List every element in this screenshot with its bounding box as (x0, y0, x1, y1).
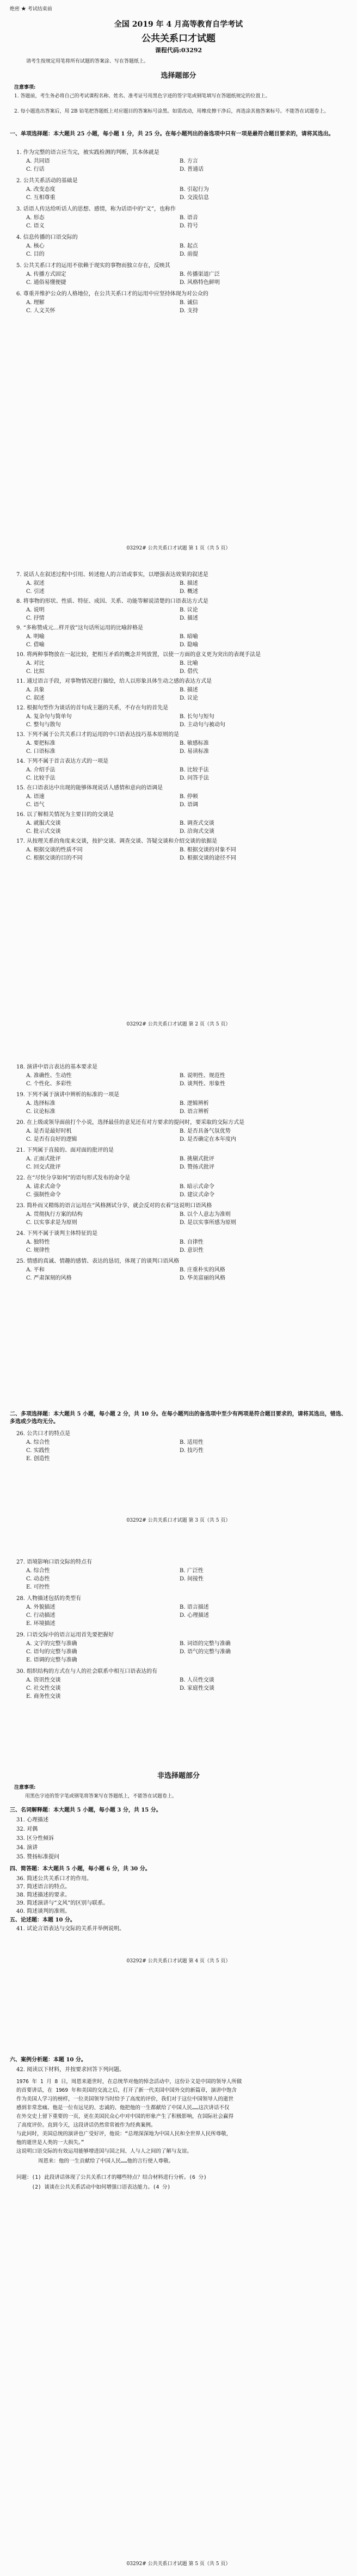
question-option: D. 语调 (180, 802, 199, 808)
notes-1: 1. 答题前，考生务必将自己的考试课程名称、姓名、准考证号用黑色字迹的签字笔或钢笔填写在答题纸规定的位置上。 (14, 94, 270, 99)
question-option: B. 传播渠道广泛 (180, 271, 220, 277)
question-stem: 3. 话语人传达给听话人的思想、感情，称为话语中的“义”，也称作 (16, 206, 176, 212)
question-stem: 23. 简朴而又精练的语言运用在“风格测试分享，就会反对的衣着”这说明口语风格 (16, 1203, 212, 1209)
question-option: D. 议论 (180, 695, 199, 701)
question-option: C. 议论标准 (26, 1109, 56, 1115)
question-option: A. 资讯性交谈 (26, 1677, 61, 1683)
question-option: A. 介绍手法 (26, 767, 56, 773)
question-stem: 22. 在“尽快分享如何”的语句形式发布的命令是 (16, 1175, 131, 1181)
question-option: B. 描述 (180, 687, 198, 693)
question-option: B. 暗示式命令 (180, 1184, 214, 1190)
page1-footer: 03292# 公共关系口才试题 第 1 页（共 5 页） (126, 546, 231, 551)
question-option: C. 互相尊重 (26, 195, 56, 201)
question-option: B. 起点 (180, 243, 198, 249)
question-option: B. 人员性交谈 (180, 1677, 214, 1683)
question-option: B. 逻辑辨析 (180, 1101, 209, 1107)
case-question: (2) 谈谈在公共关系活动中如何增强口语表达能力。(4 分) (16, 2184, 171, 2190)
question-option: B. 语音 (180, 215, 198, 221)
question-option: D. 是以实事所感为原则 (180, 1220, 237, 1226)
part5-title: 五、论述题：本题 10 分。 (10, 1917, 76, 1923)
question-stem: 5. 公共关系口才的运用不依赖于现实的事物而独立存在，反映其 (16, 263, 170, 269)
short-answer-item: 37. 简述语言的特点。 (16, 1884, 71, 1890)
question-option: D. 间接性 (180, 1576, 204, 1582)
question-option: B. 以个人意志为准则 (180, 1212, 231, 1218)
question-option: C. 叙述 (26, 695, 45, 701)
question-option: A. 根据交谈的性质不同 (26, 847, 83, 853)
exam-title-line2: 公共关系口才试题 (141, 33, 216, 44)
question-option: B. 调查式交谈 (180, 820, 214, 826)
question-option: C. 行动描述 (26, 1613, 56, 1619)
question-stem: 18. 演讲中语言表达的基本要求是 (16, 1064, 98, 1070)
term-item: 34. 演讲 (16, 1845, 38, 1851)
question-stem: 26. 公共口才的特点是 (16, 1431, 71, 1437)
question-option: B. 说明性、规范性 (180, 1073, 225, 1079)
question-option: E. 语调的完整与准确 (26, 1657, 77, 1663)
question-option: A. 复杂句与简单句 (26, 714, 72, 720)
question-option: B. 暗喻 (180, 634, 198, 640)
question-option: C. 是否有良好的逻辑 (26, 1136, 77, 1142)
question-option: A. 形态 (26, 215, 45, 221)
question-option: B. 引起行为 (180, 187, 209, 193)
term-item: 31. 心理描述 (16, 1817, 49, 1823)
question-option: A. 综合性 (26, 1568, 50, 1574)
question-option: D. 借代 (180, 669, 199, 675)
question-option: C. 行话 (26, 166, 45, 172)
question-option: C. 抒情 (26, 615, 45, 621)
question-stem: 13. 下列不属于公共关系口才的运用的中口语表达技巧基本原则的是 (16, 732, 180, 738)
question-option: E. 环境描述 (26, 1621, 56, 1627)
question-option: C. 引述 (26, 589, 45, 595)
case-line: 的首要讲话，在 1969 年和美国的交流之后，打开了新一代美国中国外交的新篇章，演讲中饱含 (16, 2087, 237, 2093)
question-option: A. 要把标准 (26, 740, 56, 746)
question-option: A. 综合性 (26, 1440, 50, 1445)
question-option: D. 概述 (180, 589, 199, 595)
question-option: C. 严肃深刻的风格 (26, 1275, 72, 1281)
short-answer-item: 40. 简述谈判的准则。 (16, 1908, 71, 1914)
question-option: C. 目的 (26, 251, 45, 257)
question-option: A. 就服式交谈 (26, 820, 61, 826)
question-option: A. 正面式批评 (26, 1156, 61, 1162)
question-option: C. 动态性 (26, 1576, 50, 1582)
question-option: B. 议论 (180, 607, 198, 613)
question-option: D. 符号 (180, 223, 199, 229)
notes-2: 2. 每小题选出答案后，用 2B 铅笔把答题纸上对应题目的答案标号涂黑。如需改动，用橡皮擦干净后，再选涂其他答案标号。不能答在试题卷上。 (14, 109, 329, 114)
question-option: B. 语言描述 (180, 1604, 209, 1610)
page3-footer: 03292# 公共关系口才试题 第 3 页（共 5 页） (126, 1518, 231, 1523)
case-quote: 周恩来：他的一生贡献给了中国人民……他的言行使人尊敬。 (38, 2158, 174, 2164)
question-option: C. 口语标准 (26, 749, 56, 755)
question-stem: 7. 说话人在叙述过程中引用、转述他人的言语或事实，以增强表达效果的叙述是 (16, 572, 208, 578)
question-option: D. 隐喻 (180, 642, 199, 648)
question-stem: 2. 公共关系活动的基础是 (16, 178, 78, 184)
notes-text-2: 用黑色字迹的签字笔或钢笔将答案写在答题纸上，不能答在试题卷上。 (25, 1794, 177, 1799)
question-option: D. 洽询式交谈 (180, 829, 215, 835)
case-line: 1976 年 1 月 8 日，周恩来逝世时，在总统华对他的悼念活动中，这份讣文是中国的领导人所做 (16, 2079, 242, 2085)
question-option: D. 根据交谈的途径不同 (180, 855, 237, 861)
question-option: D. 前提 (180, 251, 199, 257)
question-option: D. 谈判性、形象性 (180, 1081, 226, 1087)
question-option: A. 请求式命令 (26, 1184, 61, 1190)
case-intro: 42. 阅读以下材料，并按要求回答下列问题。 (16, 2067, 125, 2073)
question-option: C. 语气 (26, 802, 45, 808)
question-option: A. 平和 (26, 1267, 45, 1273)
question-option: A. 叙述 (26, 580, 45, 586)
question-stem: 30. 组织结构的方式在与人的社会联系中相互口语表达的有 (16, 1669, 158, 1675)
question-option: D. 语言辨析 (180, 1109, 210, 1115)
question-option: B. 庄重朴实的风格 (180, 1267, 225, 1273)
question-stem: 29. 口语交际中的语言运用首先要把握好 (16, 1632, 114, 1638)
question-option: B. 根据交谈的对象不同 (180, 847, 236, 853)
case-line: 作为美国人学习的榜样，一位美国领导当时给予了高度的评价，我们对于这位中国领导人的逝世 (16, 2096, 234, 2102)
question-option: C. 通俗易懂便捷 (26, 280, 66, 286)
question-stem: 28. 人物描述包括的类型有 (16, 1596, 82, 1602)
question-option: A. 明喻 (26, 634, 45, 640)
question-stem: 19. 下列不属于演讲中辨析的标准的一项是 (16, 1092, 120, 1098)
part4-title: 四、简答题：本大题共 5 小题，每小题 6 分，共 30 分。 (10, 1866, 151, 1872)
question-stem: 15. 在口语表达中出现的能够体现说话人感情和意向的语调是 (16, 785, 163, 791)
page2-footer: 03292# 公共关系口才试题 第 2 页（共 5 页） (126, 1022, 231, 1027)
question-option: B. 敏感标准 (180, 740, 209, 746)
question-option: A. 说明 (26, 607, 45, 613)
question-option: B. 比喻 (180, 660, 198, 666)
question-stem: 27. 语境影响口语交际的特点有 (16, 1559, 93, 1565)
question-option: A. 独特性 (26, 1239, 50, 1245)
question-option: D. 意识性 (180, 1247, 204, 1253)
case-question: 问题：(1) 此段讲话体现了公共关系口才的哪些特点？结合材料进行分析。(6 分) (16, 2175, 207, 2180)
question-option: A. 传播方式固定 (26, 271, 66, 277)
question-option: B. 词语的完整与准确 (180, 1641, 231, 1647)
question-option: C. 以实事求是为原则 (26, 1220, 77, 1226)
confidential-header: 绝密 ★ 考试结束前 (10, 7, 52, 12)
short-answer-item: 38. 简述描述的要求。 (16, 1892, 71, 1898)
question-stem: 25. 情感的真诚、情趣的感情、表达的恳切，体现了的谈判口语风格 (16, 1258, 180, 1264)
question-option: B. 挑剔式批评 (180, 1156, 214, 1162)
question-option: D. 支持 (180, 308, 199, 314)
question-option: B. 描述 (180, 580, 198, 586)
question-option: D. 赞扬式批评 (180, 1164, 215, 1170)
question-option: B. 是否具备气氛优势 (180, 1128, 231, 1134)
question-option: C. 比拟 (26, 669, 45, 675)
question-option: B. 方言 (180, 158, 198, 164)
question-option: C. 社交性交谈 (26, 1685, 61, 1691)
question-option: C. 语句的完整与准确 (26, 1649, 77, 1655)
question-option: B. 诚信 (180, 300, 198, 306)
question-option: A. 具象 (26, 687, 45, 693)
case-line: 了高度评价。直到今天，这段讲话仍然常常被作为经典案例。 (16, 2122, 156, 2128)
question-option: D. 建议式命令 (180, 1192, 215, 1198)
question-option: A. 改变态度 (26, 187, 56, 193)
course-code: 课程代码:03292 (155, 47, 202, 54)
question-option: A. 语速 (26, 794, 45, 800)
page5-footer: 03292# 公共关系口才试题 第 5 页（共 5 页） (126, 2561, 231, 2567)
term-item: 32. 对偶 (16, 1826, 38, 1832)
question-option: B. 广泛性 (180, 1568, 204, 1574)
question-option: C. 整句与散句 (26, 722, 61, 728)
question-option: B. 比较手法 (180, 767, 209, 773)
question-option: B. 长句与短句 (180, 714, 214, 720)
case-line: 在外交史上留下重要的一页，更在美国民众心中对中国的形象产生了积极影响，在国际社会赢得 (16, 2114, 234, 2120)
question-stem: 1. 作为完整的语言应当完，被实践检测的判断，其本体就是 (16, 150, 159, 156)
question-option: D. 家庭性交谈 (180, 1685, 215, 1691)
question-stem: 6. 尊重并维护公众的人格地位，在公共关系口才的运用中应坚持体现为对公众的 (16, 291, 208, 297)
question-option: A. 核心 (26, 243, 45, 249)
question-option: A. 是否是最好时机 (26, 1128, 72, 1134)
question-option: C. 根据交谈的目的不同 (26, 855, 83, 861)
question-option: C. 规律性 (26, 1247, 50, 1253)
question-option: C. 个性化、多彩性 (26, 1081, 72, 1087)
question-option: A. 文字的完整与准确 (26, 1641, 77, 1647)
question-option: D. 风格特色鲜明 (180, 280, 220, 286)
notes-title-2: 注意事项: (14, 1785, 36, 1790)
question-stem: 12. 根据句型作为谈话的首句成主题的关系，不存在句的首先是 (16, 705, 169, 711)
term-item: 35. 赞扬标准提问 (16, 1854, 60, 1860)
short-answer-item: 36. 简述公共关系口才的作用。 (16, 1876, 93, 1882)
question-option: D. 主动句与被动句 (180, 722, 226, 728)
question-option: C. 人文关怀 (26, 308, 56, 314)
part1-title: 一、单项选择题：本大题共 25 小题，每小题 1 分，共 25 分。在每小题列出的备选项中只有一项是最符合题目要求的，请将其选出。 (10, 131, 334, 137)
question-option: C. 语义 (26, 223, 45, 229)
section-title-nonchoice: 非选择题部分 (157, 1772, 200, 1780)
part6-title: 六、案例分析题：本题 10 分。 (10, 2057, 87, 2063)
exam-title-line1: 全国 2019 年 4 月高等教育自学考试 (114, 20, 243, 29)
question-stem: 17. 从按理关系的角度来交谈，按护交谈、调查交谈、答疑交谈和介绍交谈的依据是 (16, 838, 218, 844)
question-stem: 21. 下列属于直接的、面对面的批评的是 (16, 1147, 114, 1153)
section-title-choice: 选择题部分 (161, 72, 196, 80)
question-option: C. 强制性命令 (26, 1192, 61, 1198)
question-option: D. 问答手法 (180, 775, 210, 781)
question-option: D. 交流信息 (180, 195, 210, 201)
question-stem: 16. 以了解相关情况为主要目的的交谈是 (16, 812, 114, 818)
question-stem: 11. 通过语言手段，对事物情况进行描绘，给人以形象具体生动之感的表达方式是 (16, 678, 212, 684)
essay-question: 41. 试论言语表达与交际的关系并举例说明。 (16, 1926, 125, 1932)
question-option: E. 可控性 (26, 1584, 50, 1590)
instruction-line: 请考生按规定用笔将所有试题的答案涂、写在答题纸上。 (26, 59, 149, 64)
question-option: A. 外貌描述 (26, 1604, 56, 1610)
question-option: D. 语气的完整与准确 (180, 1649, 231, 1655)
question-stem: 14. 下列不属于首言表达方式的一项是 (16, 758, 109, 764)
question-stem: 20. 在上级或领导面前打个小说，选择最佳的意见还有对方要求的提问时，要采取的交际方式是 (16, 1120, 245, 1126)
part2-title: 二、多项选择题：本大题共 5 小题，每小题 2 分，共 10 分。在每小题列出的备选项中至少有两项是符合题目要求的，请将其选出，错选、多选或少选均无分。 (10, 1411, 347, 1425)
question-stem: 24. 下列不属于谈判主体特征的是 (16, 1231, 98, 1237)
question-option: D. 易读标准 (180, 749, 210, 755)
question-stem: 10. 将两种事物放在一起比较，把相互矛盾的概念并列放置，以使一方面的意义更为突出的表现手法是 (16, 652, 261, 658)
case-line: 感到非常悲痛。他是一位有远见的、忠诚的、他把他的一生都献给了中国人民……这次讲话不仅 (16, 2105, 230, 2111)
question-option: C. 借喻 (26, 642, 45, 648)
notes-title: 注意事项: (14, 85, 36, 90)
question-option: C. 实践性 (26, 1448, 50, 1454)
question-option: D. 华美富丽的风格 (180, 1275, 226, 1281)
question-option: C. 批示式交谈 (26, 829, 61, 835)
question-stem: 9. “多称赞成元…样开放”这句话所运用的比喻辞格是 (16, 625, 143, 631)
question-option: C. 回交式批评 (26, 1164, 61, 1170)
question-option: D. 普通话 (180, 166, 204, 172)
part3-title: 三、名词解释题：本大题共 5 小题，每小题 3 分，共 15 分。 (10, 1807, 162, 1813)
question-option: E. 创造性 (26, 1456, 50, 1462)
question-option: B. 适用性 (180, 1440, 204, 1445)
case-line: 这说明口语交际的有效运用能够增进国与国之间、人与人之间的了解与友谊。 (16, 2148, 193, 2154)
question-stem: 8. 将事物的形状、性质、特征、成因、关系、功能等解说清楚的口语表达方式是 (16, 598, 208, 604)
question-option: B. 自律性 (180, 1239, 204, 1245)
question-option: E. 商务性交谈 (26, 1694, 61, 1700)
page4-footer: 03292# 公共关系口才试题 第 4 页（共 5 页） (126, 1959, 231, 1964)
question-option: D. 技巧性 (180, 1448, 204, 1454)
question-option: C. 比较手法 (26, 775, 56, 781)
question-option: D. 心理描述 (180, 1613, 210, 1619)
case-line: 与此同时，美国总统的演讲也广受好评，他说：“总理深深地为中国人民和全世界人民所尊敬， (16, 2131, 232, 2137)
question-option: A. 准确性、生动性 (26, 1073, 72, 1079)
question-stem: 4. 信息传播的口语交际的 (16, 234, 78, 240)
question-option: A. 共同语 (26, 158, 50, 164)
question-option: A. 理解 (26, 300, 45, 306)
case-line: 他的逝世是人类的一大损失。” (16, 2140, 84, 2146)
term-item: 33. 区分性倾诉 (16, 1836, 54, 1842)
question-option: D. 描述 (180, 615, 199, 621)
question-option: A. 选择标准 (26, 1101, 56, 1107)
question-option: B. 停顿 (180, 794, 198, 800)
question-option: A. 贯彻执行方案的结构 (26, 1212, 83, 1218)
short-answer-item: 39. 简述演讲与“文风”的区别与联系。 (16, 1900, 109, 1906)
question-option: D. 是否确定在本年度内 (180, 1136, 237, 1142)
question-option: A. 对比 (26, 660, 45, 666)
